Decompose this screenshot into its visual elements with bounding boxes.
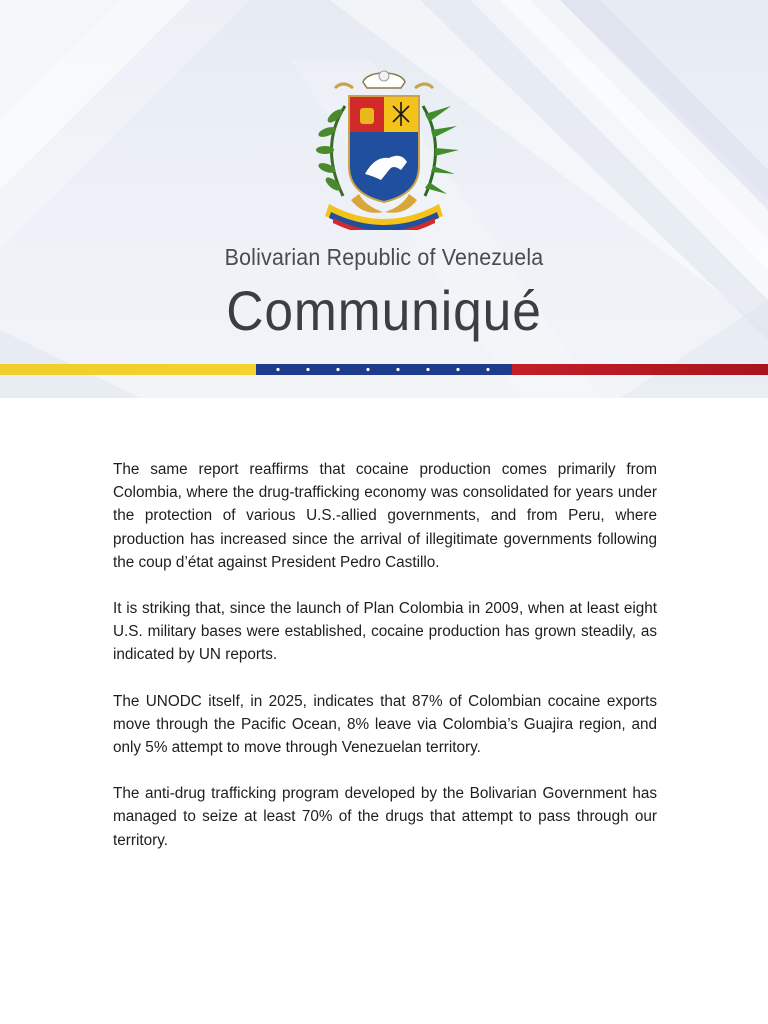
page-title: Communiqué — [226, 279, 542, 342]
stars-icon — [256, 364, 512, 375]
flag-blue-band — [256, 364, 512, 375]
paragraph-4: The anti-drug trafficking program developed by the Bolivarian Government has managed to seize at least 70% of the drugs that attempt to pass through our territory. — [113, 785, 657, 849]
communique-header — [0, 0, 768, 398]
paragraph-2: It is striking that, since the launch of Plan Colombia in 2009, when at least eight U.S. military bases were established, cocaine production has grown steadily, as indicated by UN reports. — [113, 600, 657, 664]
flag-yellow-band — [0, 364, 256, 375]
country-name: Bolivarian Republic of Venezuela — [224, 244, 544, 270]
coat-of-arms-icon — [305, 66, 463, 230]
communique-body — [113, 458, 657, 875]
flag-red-band — [512, 364, 768, 375]
paragraph-3: The UNODC itself, in 2025, indicates that 87% of Colombian cocaine exports move through the Pacific Ocean, 8% leave via Colombia’s Guajira region, and only 5% attempt to move through Venezuelan territory. — [113, 692, 657, 757]
paragraph-1: The same report reaffirms that cocaine production comes primarily from Colombia, where the drug-trafficking economy was consolidated for years under the protection of various U.S.-allied governments, and from Peru, where production has increased since the arrival of illegitimate governments following the coup d’état against President Pedro Castillo. — [113, 461, 657, 571]
flag-stripe — [0, 364, 768, 375]
